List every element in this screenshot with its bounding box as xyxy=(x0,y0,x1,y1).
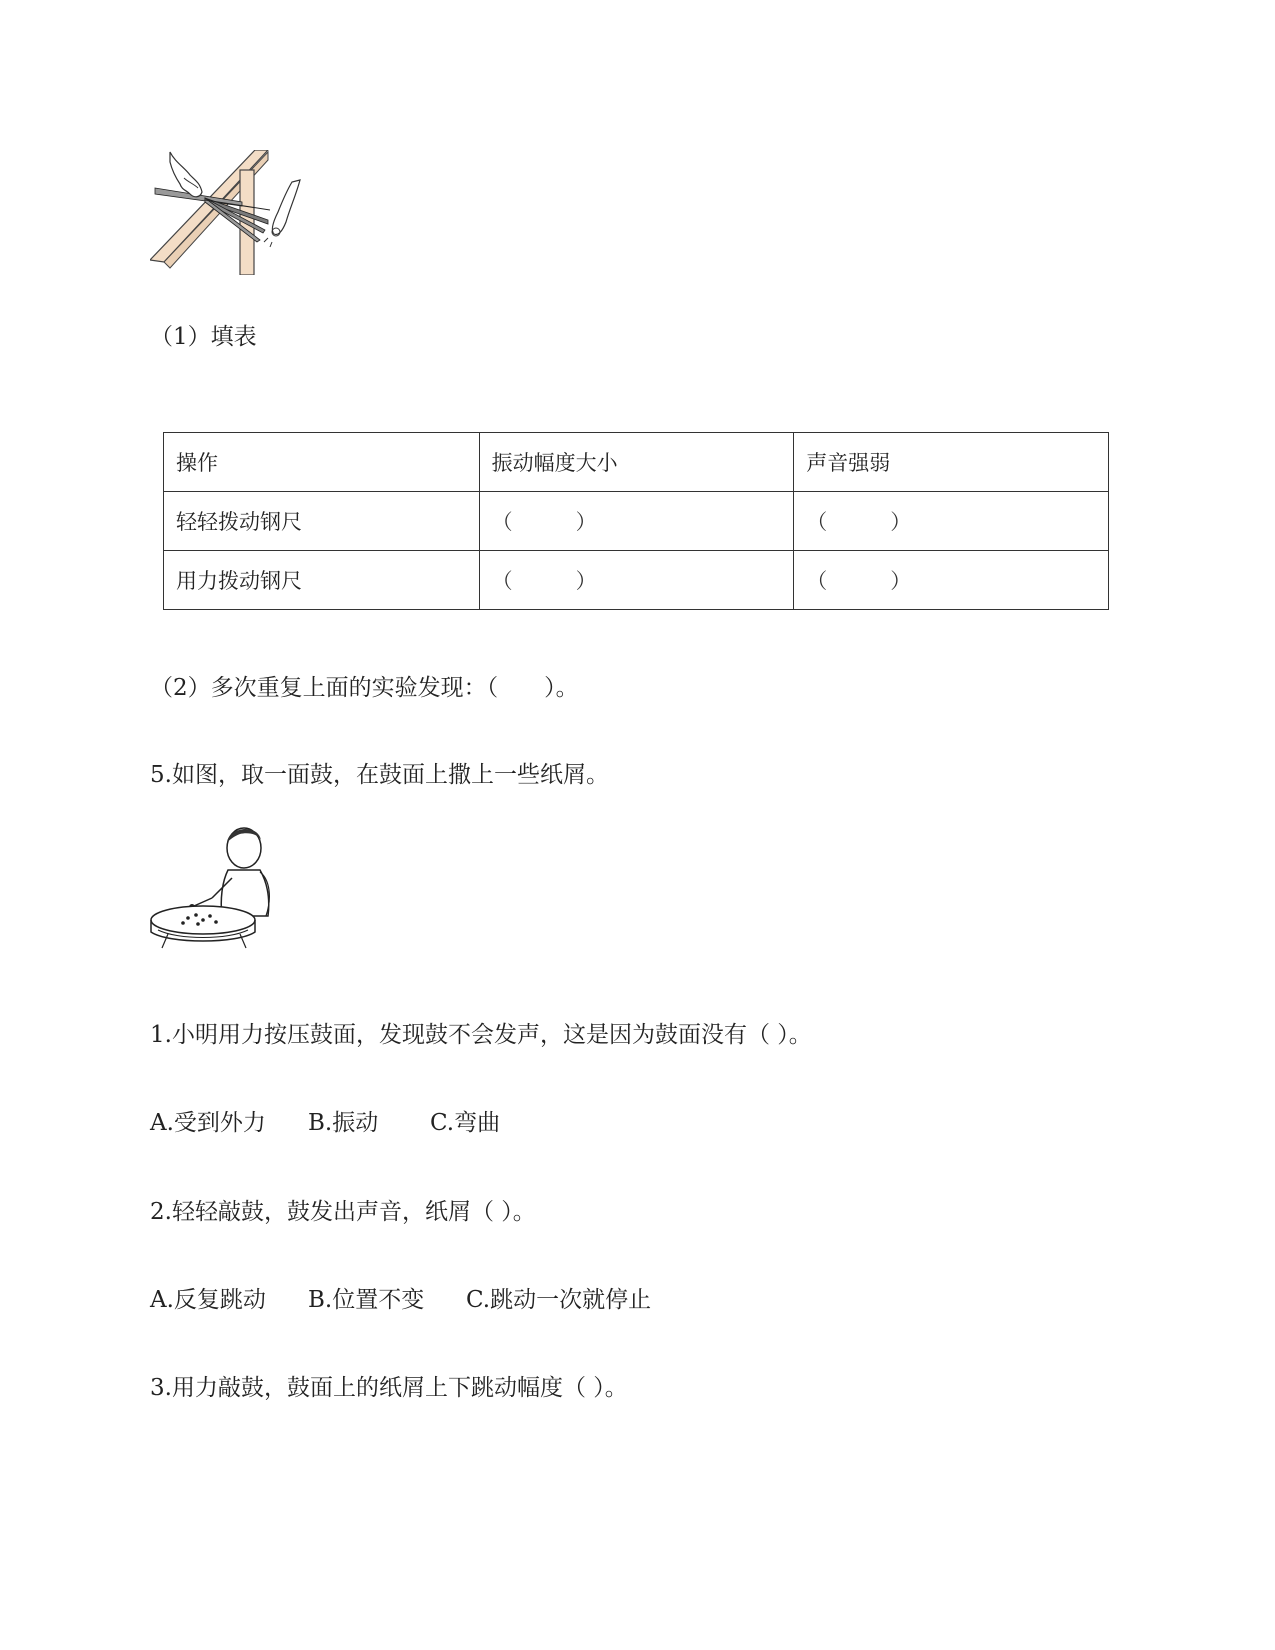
question-3-stem: 3.用力敲鼓，鼓面上的纸屑上下跳动幅度（ ）。 xyxy=(150,1375,628,1401)
question5-intro: 5.如图，取一面鼓，在鼓面上撒上一些纸屑。 xyxy=(150,762,609,788)
amplitude-answer-blank[interactable]: （ ） xyxy=(479,551,794,610)
row-operation: 轻轻拨动钢尺 xyxy=(164,492,480,551)
amplitude-answer-blank[interactable]: （ ） xyxy=(479,492,794,551)
table-row xyxy=(164,551,1109,610)
question-1-option-a[interactable]: A.受到外力 xyxy=(150,1110,266,1136)
question-2-stem: 2.轻轻敲鼓，鼓发出声音，纸屑（ ）。 xyxy=(150,1199,536,1225)
table-header-row xyxy=(164,433,1109,492)
loudness-answer-blank[interactable]: （ ） xyxy=(794,551,1109,610)
question-2-option-c[interactable]: C.跳动一次就停止 xyxy=(466,1287,652,1313)
part1-label: （1）填表 xyxy=(150,324,257,350)
question-2-option-b[interactable]: B.位置不变 xyxy=(308,1287,425,1313)
question-1-stem: 1.小明用力按压鼓面，发现鼓不会发声，这是因为鼓面没有（ ）。 xyxy=(150,1022,812,1048)
loudness-answer-blank[interactable]: （ ） xyxy=(794,492,1109,551)
part2-label: （2）多次重复上面的实验发现：（ ）。 xyxy=(150,675,579,701)
row-operation: 用力拨动钢尺 xyxy=(164,551,480,610)
table-row xyxy=(164,492,1109,551)
ruler-experiment-illustration xyxy=(150,150,315,275)
question-2-option-a[interactable]: A.反复跳动 xyxy=(150,1287,266,1313)
header-operation: 操作 xyxy=(164,433,480,492)
results-table xyxy=(163,432,1109,610)
header-loudness: 声音强弱 xyxy=(794,433,1109,492)
drum-experiment-illustration xyxy=(148,820,298,950)
question-1-option-b[interactable]: B.振动 xyxy=(308,1110,379,1136)
header-amplitude: 振动幅度大小 xyxy=(479,433,794,492)
question-1-option-c[interactable]: C.弯曲 xyxy=(430,1110,501,1136)
